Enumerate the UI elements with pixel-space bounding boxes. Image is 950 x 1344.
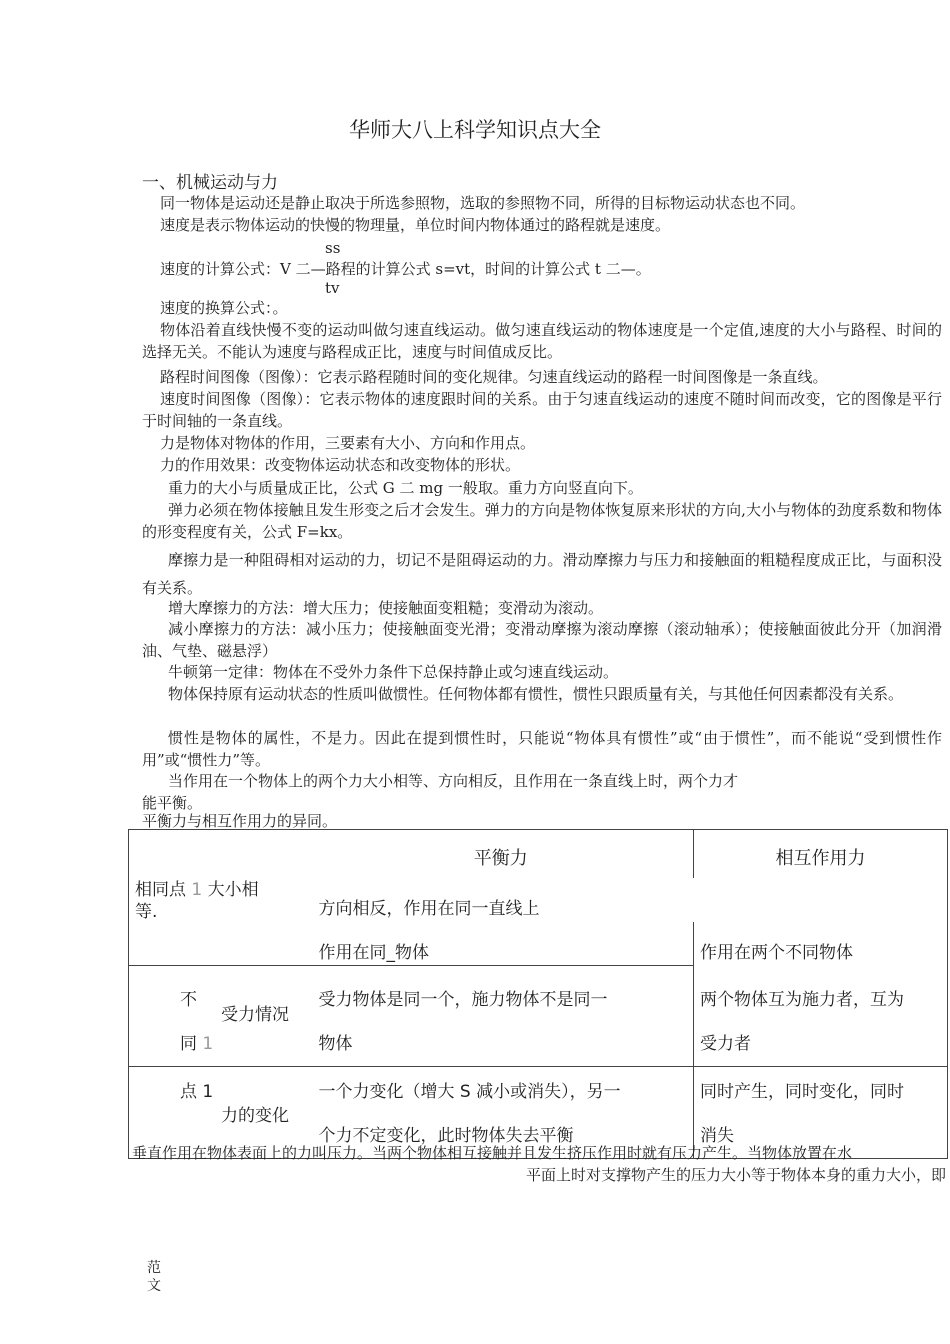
comparison-table xyxy=(128,829,948,1159)
cell-same-object-balance: 作用在同_物体 xyxy=(309,922,694,966)
paragraph-friction: 摩擦力是一种阻碍相对运动的力，切记不是阻碍运动的力。滑动摩擦力与压力和接触面的粗糙程度成正比，与面积没有关系。 xyxy=(142,551,942,597)
paragraph-reference-frame: 同一物体是运动还是静止取决于所选参照物，选取的参照物不同，所得的目标物运动状态也不同。 xyxy=(160,194,806,212)
paragraph-distance-time-graph: 路程时间图像（图像）：它表示路程随时间的变化规律。匀速直线运动的路程一时间图像是一条直线。 xyxy=(160,368,828,386)
change-label: 力的变化 xyxy=(221,1106,289,1126)
cell-same-direction: 方向相反，作用在同一直线上 xyxy=(309,878,948,922)
force-label: 受力情况 xyxy=(221,1005,289,1025)
header-mutual-force: 相互作用力 xyxy=(694,830,948,878)
force-mutual-1: 两个物体互为施力者，互为 xyxy=(700,989,904,1010)
paragraph-pressure-2: 平面上时对支撑物产生的压力大小等于物体本身的重力大小，即 xyxy=(525,1166,946,1184)
paragraph-elastic-force: 弹力必须在物体接触且发生形变之后才会发生。弹力的方向是物体恢复原来形状的方向,大小与物体的劲度系数和物体的形变程度有关，公式 F=kx。 xyxy=(142,501,942,541)
header-balance-force: 平衡力 xyxy=(309,830,694,878)
paragraph-table-intro: 平衡力与相互作用力的异同。 xyxy=(142,812,338,830)
row-label-force xyxy=(129,966,309,1067)
diff-dian-label xyxy=(180,1077,213,1102)
change-mutual-2: 消失 xyxy=(700,1126,734,1146)
paragraph-uniform-motion: 物体沿着直线快慢不变的运动叫做匀速直线运动。做匀速直线运动的物体速度是一个定值,速度的大小与路程、时间的选择无关。不能认为速度与路程成正比，速度与时间值成反比。 xyxy=(142,321,942,361)
cell-same-object-mutual: 作用在两个不同物体 xyxy=(694,922,948,966)
paragraph-inertia-property: 惯性是物体的属性，不是力。因此在提到惯性时，只能说“物体具有惯性”或“由于惯性”，而不能说“受到惯性作用”或“惯性力”等。 xyxy=(142,729,942,769)
paragraph-speed-time-graph: 速度时间图像（图像）：它表示物体的速度跟时间的关系。由于匀速直线运动的速度不随时间而改变，它的图像是平行于时间轴的一条直线。 xyxy=(142,390,942,430)
change-mutual-1: 同时产生，同时变化，同时 xyxy=(700,1082,904,1102)
same-label: 相同点 xyxy=(135,879,186,900)
paragraph-equilibrium: 当作用在一个物体上的两个力大小相等、方向相反，且作用在一条直线上时，两个力才 xyxy=(168,772,739,790)
diff-tong: 同 xyxy=(180,1034,197,1054)
formula-numerator: ss xyxy=(325,239,341,257)
paragraph-increase-friction: 增大摩擦力的方法：增大压力；使接触面变粗糙；变滑动为滚动。 xyxy=(168,599,604,617)
cell-force-balance xyxy=(309,966,694,1067)
paragraph-speed-definition: 速度是表示物体运动的快慢的物理量，单位时间内物体通过的路程就是速度。 xyxy=(160,216,671,234)
paragraph-gravity: 重力的大小与质量成正比，公式 G 二 mg 一般取。重力方向竖直向下。 xyxy=(168,479,643,497)
diff-vertical-label xyxy=(180,978,213,1066)
force-balance-1: 受力物体是同一个，施力物体不是同一 xyxy=(318,990,608,1010)
diff-mark-2: 1 xyxy=(202,1082,214,1102)
paragraph-newton-first-law: 牛顿第一定律：物体在不受外力条件下总保持静止或匀速直线运动。 xyxy=(168,663,619,681)
same-mark: 1 xyxy=(191,879,203,900)
force-mutual-2: 受力者 xyxy=(700,1033,751,1054)
paragraph-speed-conversion: 速度的换算公式：。 xyxy=(160,299,288,317)
diff-bu: 不 xyxy=(180,990,197,1010)
formula-denominator: tv xyxy=(325,279,340,297)
paragraph-force-effect: 力的作用效果：改变物体运动状态和改变物体的形状。 xyxy=(160,456,521,474)
change-balance-2: 个力不定变化，此时物体失去平衡 xyxy=(318,1126,574,1146)
change-balance-1: 一个力变化（增大 S 减小或消失），另一 xyxy=(318,1082,621,1102)
row-label-same xyxy=(129,878,309,966)
document-title: 华师大八上科学知识点大全 xyxy=(349,118,601,142)
paragraph-inertia: 物体保持原有运动状态的性质叫做惯性。任何物体都有惯性，惯性只跟质量有关，与其他任何因素都没有关系。 xyxy=(168,685,904,703)
paragraph-pressure-1: 垂直作用在物体表面上的力叫压力。当两个物体相互接触并且发生挤压作用时就有压力产生。当物体放置在水 xyxy=(132,1144,853,1162)
cell-force-mutual xyxy=(694,966,948,1067)
same-size: 大小相 xyxy=(207,879,259,900)
section-heading: 一、机械运动与力 xyxy=(142,173,278,193)
paragraph-force-definition: 力是物体对物体的作用，三要素有大小、方向和作用点。 xyxy=(160,434,536,452)
footer-label: 范文 xyxy=(147,1260,161,1294)
paragraph-equilibrium-end: 能平衡。 xyxy=(142,794,203,812)
force-balance-2: 物体 xyxy=(318,1034,353,1054)
diff-dian: 点 xyxy=(180,1082,197,1102)
formula-line: 速度的计算公式：V 二—路程的计算公式 s=vt，时间的计算公式 t 二—。 xyxy=(160,260,651,278)
same-size-2: 等. xyxy=(135,901,158,922)
diff-mark: 1 xyxy=(202,1034,214,1054)
paragraph-decrease-friction: 减小摩擦力的方法：减小压力；使接触面变光滑；变滑动摩擦为滚动摩擦（滚动轴承）；使接触面彼此分开（加润滑油、气垫、磁悬浮） xyxy=(142,620,942,660)
